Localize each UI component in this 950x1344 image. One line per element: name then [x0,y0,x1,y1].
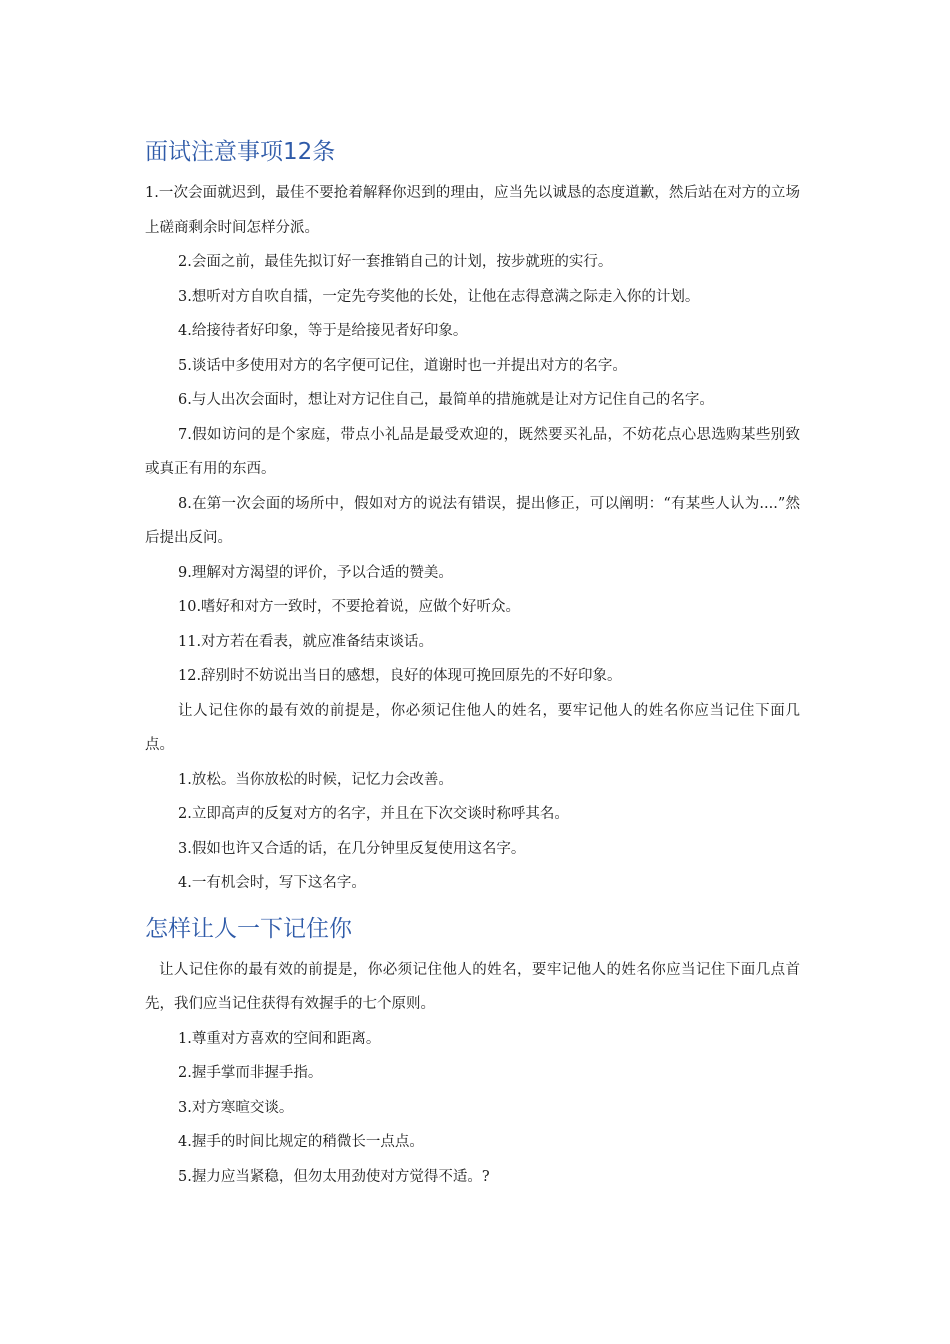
paragraph-handshake-5: 5.握力应当紧稳，但勿太用劲使对方觉得不适。? [178,1168,490,1185]
paragraph-tip-3: 3.假如也许又合适的话，在几分钟里反复使用这名字。 [178,840,526,857]
paragraph-item-3: 3.想听对方自吹自擂，一定先夸奖他的长处，让他在志得意满之际走入你的计划。 [178,288,700,305]
paragraph-item-6: 6.与人出次会面时，想让对方记住自己，最简单的措施就是让对方记住自己的名字。 [178,392,714,408]
paragraph-handshake-2: 2.握手掌而非握手指。 [178,1065,323,1081]
paragraph-handshake-3: 3.对方寒暄交谈。 [178,1099,294,1116]
paragraph-item-2: 2.会面之前，最佳先拟订好一套推销自己的计划，按步就班的实行。 [178,254,613,270]
paragraph-tip-4: 4.一有机会时，写下这名字。 [178,875,366,891]
paragraph-item-7: 7.假如访问的是个家庭，带点小礼品是最受欢迎的，既然要买礼品，不妨花点心思选购某些别致或真正有用的东西。 [145,426,800,477]
paragraph-item-8: 8.在第一次会面的场所中，假如对方的说法有错误，提出修正，可以阐明：“有某些人认为....”然后提出反问。 [145,495,800,546]
paragraph-handshake-intro: 让人记住你的最有效的前提是，你必须记住他人的姓名，要牢记他人的姓名你应当记住下面几点首先，我们应当记住获得有效握手的七个原则。 [145,961,800,1012]
section-title-interview-tips: 面试注意事项12条 [145,139,336,165]
paragraph-tip-2: 2.立即高声的反复对方的名字，并且在下次交谈时称呼其名。 [178,806,569,822]
paragraph-handshake-1: 1.尊重对方喜欢的空间和距离。 [178,1030,381,1047]
paragraph-item-9: 9.理解对方渴望的评价，予以合适的赞美。 [178,564,453,581]
paragraph-item-1: 1.一次会面就迟到，最佳不要抢着解释你迟到的理由，应当先以诚恳的态度道歉，然后站在对方的立场上磋商剩余时间怎样分派。 [145,185,800,236]
paragraph-item-11: 11.对方若在看表，就应准备结束谈话。 [178,633,434,650]
paragraph-handshake-4: 4.握手的时间比规定的稍微长一点点。 [178,1134,424,1150]
document-page [145,128,800,1194]
paragraph-item-4: 4.给接待者好印象，等于是给接见者好印象。 [178,323,468,339]
paragraph-item-10: 10.嗜好和对方一致时，不要抢着说，应做个好听众。 [178,599,521,615]
section-title-be-remembered: 怎样让人一下记住你 [145,915,352,942]
paragraph-item-5: 5.谈话中多使用对方的名字便可记住，道谢时也一并提出对方的名字。 [178,357,627,374]
paragraph-tip-1: 1.放松。当你放松的时候，记忆力会改善。 [178,771,453,788]
paragraph-item-12: 12.辞别时不妨说出当日的感想，良好的体现可挽回原先的不好印象。 [178,668,622,684]
paragraph-remember-names: 让人记住你的最有效的前提是，你必须记住他人的姓名，要牢记他人的姓名你应当记住下面几点。 [145,702,800,753]
